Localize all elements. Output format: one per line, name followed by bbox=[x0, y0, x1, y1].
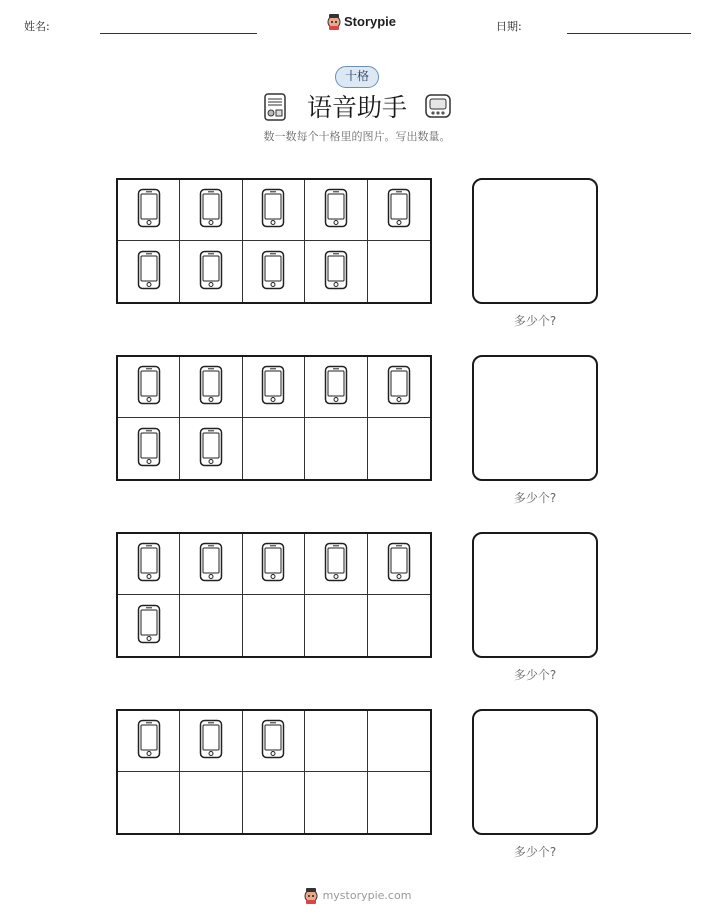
frame-cell bbox=[368, 711, 430, 772]
phone-icon bbox=[199, 365, 223, 409]
phone-icon bbox=[387, 365, 411, 409]
ten-frame-2 bbox=[116, 355, 432, 481]
phone-icon bbox=[324, 250, 348, 294]
phone-icon bbox=[324, 365, 348, 409]
frame-cell bbox=[243, 418, 305, 479]
date-label: 日期: bbox=[496, 20, 522, 33]
frame-cell bbox=[118, 180, 180, 241]
frame-cell bbox=[118, 534, 180, 595]
frame-cell bbox=[243, 772, 305, 833]
frame-cell bbox=[305, 241, 367, 302]
frame-cell bbox=[180, 357, 242, 418]
phone-icon bbox=[387, 542, 411, 586]
phone-icon bbox=[199, 250, 223, 294]
frame-cell bbox=[368, 357, 430, 418]
frame-cell bbox=[180, 418, 242, 479]
phone-icon bbox=[137, 719, 161, 763]
phone-icon bbox=[137, 604, 161, 648]
frame-cell bbox=[305, 595, 367, 656]
phone-icon bbox=[137, 427, 161, 471]
frame-cell bbox=[243, 595, 305, 656]
frame-cell bbox=[368, 180, 430, 241]
logo-text: Storypie bbox=[344, 13, 397, 29]
frame-cell bbox=[180, 595, 242, 656]
phone-icon bbox=[324, 542, 348, 586]
frame-cell bbox=[118, 241, 180, 302]
frame-cell bbox=[180, 180, 242, 241]
ten-frame-4 bbox=[116, 709, 432, 835]
frame-cell bbox=[118, 711, 180, 772]
frame-cell bbox=[305, 418, 367, 479]
frame-cell bbox=[180, 772, 242, 833]
frame-cell bbox=[118, 595, 180, 656]
phone-icon bbox=[261, 188, 285, 232]
frame-cell bbox=[243, 180, 305, 241]
ten-frame-badge: 十格 bbox=[335, 66, 379, 88]
frame-cell bbox=[368, 772, 430, 833]
answer-box-2[interactable] bbox=[472, 355, 598, 481]
phone-icon bbox=[199, 427, 223, 471]
how-many-label-3: 多少个? bbox=[513, 668, 557, 682]
how-many-label-4: 多少个? bbox=[513, 845, 557, 859]
phone-icon bbox=[199, 719, 223, 763]
phone-icon bbox=[261, 719, 285, 763]
instruction-text: 数一数每个十格里的图片。写出数量。 bbox=[263, 130, 451, 143]
frame-cell bbox=[243, 534, 305, 595]
phone-icon bbox=[199, 188, 223, 232]
mascot-icon bbox=[326, 12, 342, 30]
answer-box-3[interactable] bbox=[472, 532, 598, 658]
phone-icon bbox=[137, 188, 161, 232]
smart-speaker-icon bbox=[424, 92, 452, 120]
frame-cell bbox=[368, 595, 430, 656]
frame-cell bbox=[305, 357, 367, 418]
answer-box-4[interactable] bbox=[472, 709, 598, 835]
phone-icon bbox=[261, 250, 285, 294]
frame-cell bbox=[118, 772, 180, 833]
frame-cell bbox=[305, 534, 367, 595]
frame-cell bbox=[243, 357, 305, 418]
phone-icon bbox=[261, 365, 285, 409]
ten-frame-3 bbox=[116, 532, 432, 658]
frame-cell bbox=[305, 772, 367, 833]
page-title: 语音助手 bbox=[306, 93, 407, 122]
frame-cell bbox=[243, 241, 305, 302]
mascot-icon bbox=[303, 886, 319, 904]
date-line[interactable] bbox=[567, 33, 691, 34]
frame-cell bbox=[180, 534, 242, 595]
footer bbox=[0, 886, 714, 904]
phone-icon bbox=[199, 542, 223, 586]
phone-icon bbox=[137, 365, 161, 409]
frame-cell bbox=[368, 418, 430, 479]
name-label: 姓名: bbox=[24, 20, 50, 33]
frame-cell bbox=[305, 180, 367, 241]
frame-cell bbox=[180, 241, 242, 302]
phone-icon bbox=[387, 188, 411, 232]
how-many-label-2: 多少个? bbox=[513, 491, 557, 505]
frame-cell bbox=[118, 418, 180, 479]
frame-cell bbox=[368, 241, 430, 302]
name-line[interactable] bbox=[100, 33, 257, 34]
frame-cell bbox=[368, 534, 430, 595]
ten-frame-1 bbox=[116, 178, 432, 304]
frame-cell bbox=[180, 711, 242, 772]
storypie-logo bbox=[326, 12, 396, 30]
frame-cell bbox=[118, 357, 180, 418]
footer-site: mystorypie.com bbox=[322, 888, 412, 902]
frame-cell bbox=[243, 711, 305, 772]
frame-cell bbox=[305, 711, 367, 772]
phone-icon bbox=[261, 542, 285, 586]
how-many-label-1: 多少个? bbox=[513, 314, 557, 328]
answer-box-1[interactable] bbox=[472, 178, 598, 304]
phone-icon bbox=[324, 188, 348, 232]
phone-icon bbox=[137, 250, 161, 294]
phone-icon bbox=[137, 542, 161, 586]
